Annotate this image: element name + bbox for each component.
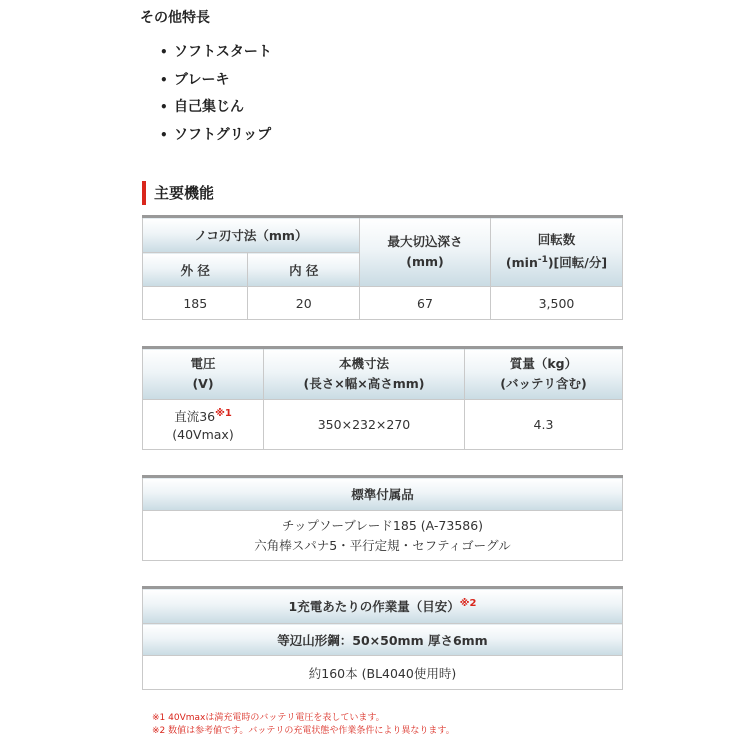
blade-spec-table [142,215,623,320]
dimensions-header: 本機寸法 (長さ×幅×高さmm) [264,348,465,400]
main-spec-heading: 主要機能 [142,181,214,205]
workload-subheader: 等辺山形鋼：50×50mm 厚さ6mm [143,624,623,656]
list-item: • ブレーキ [160,71,230,88]
accessories-header: 標準付属品 [143,477,623,511]
note-mark-2: ※2 [459,597,477,609]
note-mark-1: ※1 [215,407,232,419]
footnote-1: ※1 40Vmaxは満充電時のバッテリ電圧を表しています。 [152,713,385,723]
accessories-value: チップソーブレード185 (A-73586) 六角棒スパナ5・平行定規・セフティゴーグル [143,511,623,561]
bullet-icon: • [160,127,168,142]
outer-diameter-header: 外 径 [143,253,248,287]
rpm-header: 回転数 $(\min^{-1})$[回転/分] [491,217,623,287]
list-item: • 自己集じん [160,99,244,115]
footnotes [152,712,455,738]
bullet-icon: • [160,45,168,59]
bullet-icon: • [160,100,168,114]
workload-value: 約160本 (BL4040使用時) [143,656,623,690]
footnote-2: ※2 数値は参考値です。バッテリの充電状態や作業条件により異なります。 [152,726,455,736]
features-title: その他特長 [140,10,210,26]
cut-depth-header: 最大切込深さ (mm) [360,217,491,287]
body-spec-table [142,346,623,450]
list-item: • ソフトグリップ [160,126,272,143]
workload-table [142,586,623,690]
list-item: • ソフトスタート [160,44,272,60]
blade-size-header: ノコ刃寸法（mm） [143,217,360,253]
rpm-value: 3,500 [491,287,623,320]
outer-diameter-value: 185 [143,287,248,320]
inner-diameter-value: 20 [248,287,360,320]
cut-depth-value: 67 [360,287,491,320]
bullet-icon: • [160,72,168,87]
workload-header: 1充電あたりの作業量（目安）$^{※2}$ [143,588,623,624]
dimensions-value: 350×232×270 [264,400,465,450]
mass-header: 質量（kg） (バッテリ含む) [465,348,623,400]
accessories-table [142,475,623,561]
feature-list [160,42,272,152]
mass-value: 4.3 [465,400,623,450]
inner-diameter-header: 内 径 [248,253,360,287]
voltage-value: 直流36$^{※1}$ (40Vmax) [143,400,264,450]
voltage-header: 電圧 (V) [143,348,264,400]
